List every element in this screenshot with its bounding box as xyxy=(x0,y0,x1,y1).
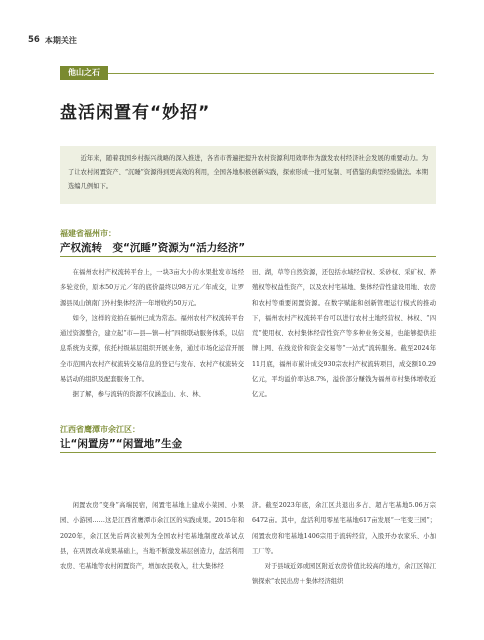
section1-right-column xyxy=(252,265,436,403)
column-tag-rule xyxy=(108,73,434,74)
section1-kicker: 福建省福州市： xyxy=(60,229,116,238)
section1-left-paragraph: 如今，这样的竞拍在福州已成为常态。福州农村产权流转平台通过资源整合，建立起“市—县—镇—村”四级联动服务体系，以信息系统为支撑，依托村级基层组织开展业务，通过市场化运营开展全市范围内农村产权流转交易信息的登记与发布、农村产权流转交易活动的组织及配套服务工作。 xyxy=(60,314,244,384)
section2-left-paragraph: 闲置农房“变身”高端民宿，闲置宅基地上建成小菜园、小果园、小游园……这是江西省鹰潭市余江区的实践成果。2015年和2020年，余江区先后两次被列为全国农村宅基地制度改革试点县，在巩固改革成果基础上，当地不断激发基层创造力，盘活利用农房、宅基地等农村闲置资产，增加农民收入，壮大集体经 xyxy=(60,502,244,571)
section2-title: 让“闲置房”“闲置地”生金 xyxy=(60,438,183,450)
section2-rule xyxy=(60,452,436,453)
page-header xyxy=(28,34,77,46)
section1-left-column xyxy=(60,265,244,403)
intro-box xyxy=(60,146,436,204)
section1-right-paragraph: 田、湖，草等自然资源，还包括水域经营权、采砂权、采矿权、养殖权等权益性资产，以及农村宅基地、集体经营性建设用地、农房和农村等重要闲置资源。在数字赋能和创新管理运行模式的推动下，福州农村产权流转平台可以进行农村土地经营权、林权、“四荒”使用权、农村集体经营性资产等多种业务交易，也能够提供挂牌上网、在线竞价和资金交易等“一站式”流转服务。截至2024年11月底，福州市累计成交930宗农村产权流转项目，成交额10.29亿元，平均溢价率达8.7%，溢价部分赚钱为福州市村集体增收近亿元。 xyxy=(252,269,436,399)
section2-right-paragraph: 对于县域近郊或园区附近农房价值比较高的地方，余江区锦江镇探索“农民出房＋集体经济组织 xyxy=(252,563,436,586)
section1-title: 产权流转 变“沉睡”资源为“活力经济” xyxy=(60,242,246,254)
section2-right-column xyxy=(252,498,436,590)
section1-left-paragraph: 据了解，参与流转的资源不仅涵盖山、水、林、 xyxy=(72,391,205,399)
section2-left-column xyxy=(60,498,244,574)
intro-text: 近年来，随着我国乡村振兴战略的深入推进，各省市普遍把提升农村资源利用效率作为激发农村经济社会发展的重要动力。为了让农村闲置资产、“沉睡”资源得到更高效的利用，全国各地积极创新实践，探索形成一批可复制、可借鉴的典型经验做法。本期选编几例如下。 xyxy=(68,155,428,190)
section1-rule xyxy=(60,256,436,257)
article-title: 盘活闲置有“妙招” xyxy=(60,103,211,123)
section2-kicker: 江西省鹰潭市余江区： xyxy=(60,425,140,434)
running-section-title: 本期关注 xyxy=(44,35,77,45)
section2-right-paragraph: 济。截至2023年底，余江区共退出多占、超占宅基地5.06万宗6472亩。其中，盘活利用零星宅基地617亩发展“一宅变三园”；闲置农房和宅基地1406宗用于流转经营，入股开办农家乐、小加工厂等。 xyxy=(252,502,436,555)
page-number: 56 xyxy=(28,35,40,45)
section1-left-paragraph: 在福州农村产权流转平台上，一块3亩大小的水果批发市场经多轮竞价，原本50万元／年的底价最终以98万元／年成交，让罗源县凤山镇南门外村集体经济一年增收约50万元。 xyxy=(60,269,244,307)
column-tag: 他山之石 xyxy=(60,66,108,80)
